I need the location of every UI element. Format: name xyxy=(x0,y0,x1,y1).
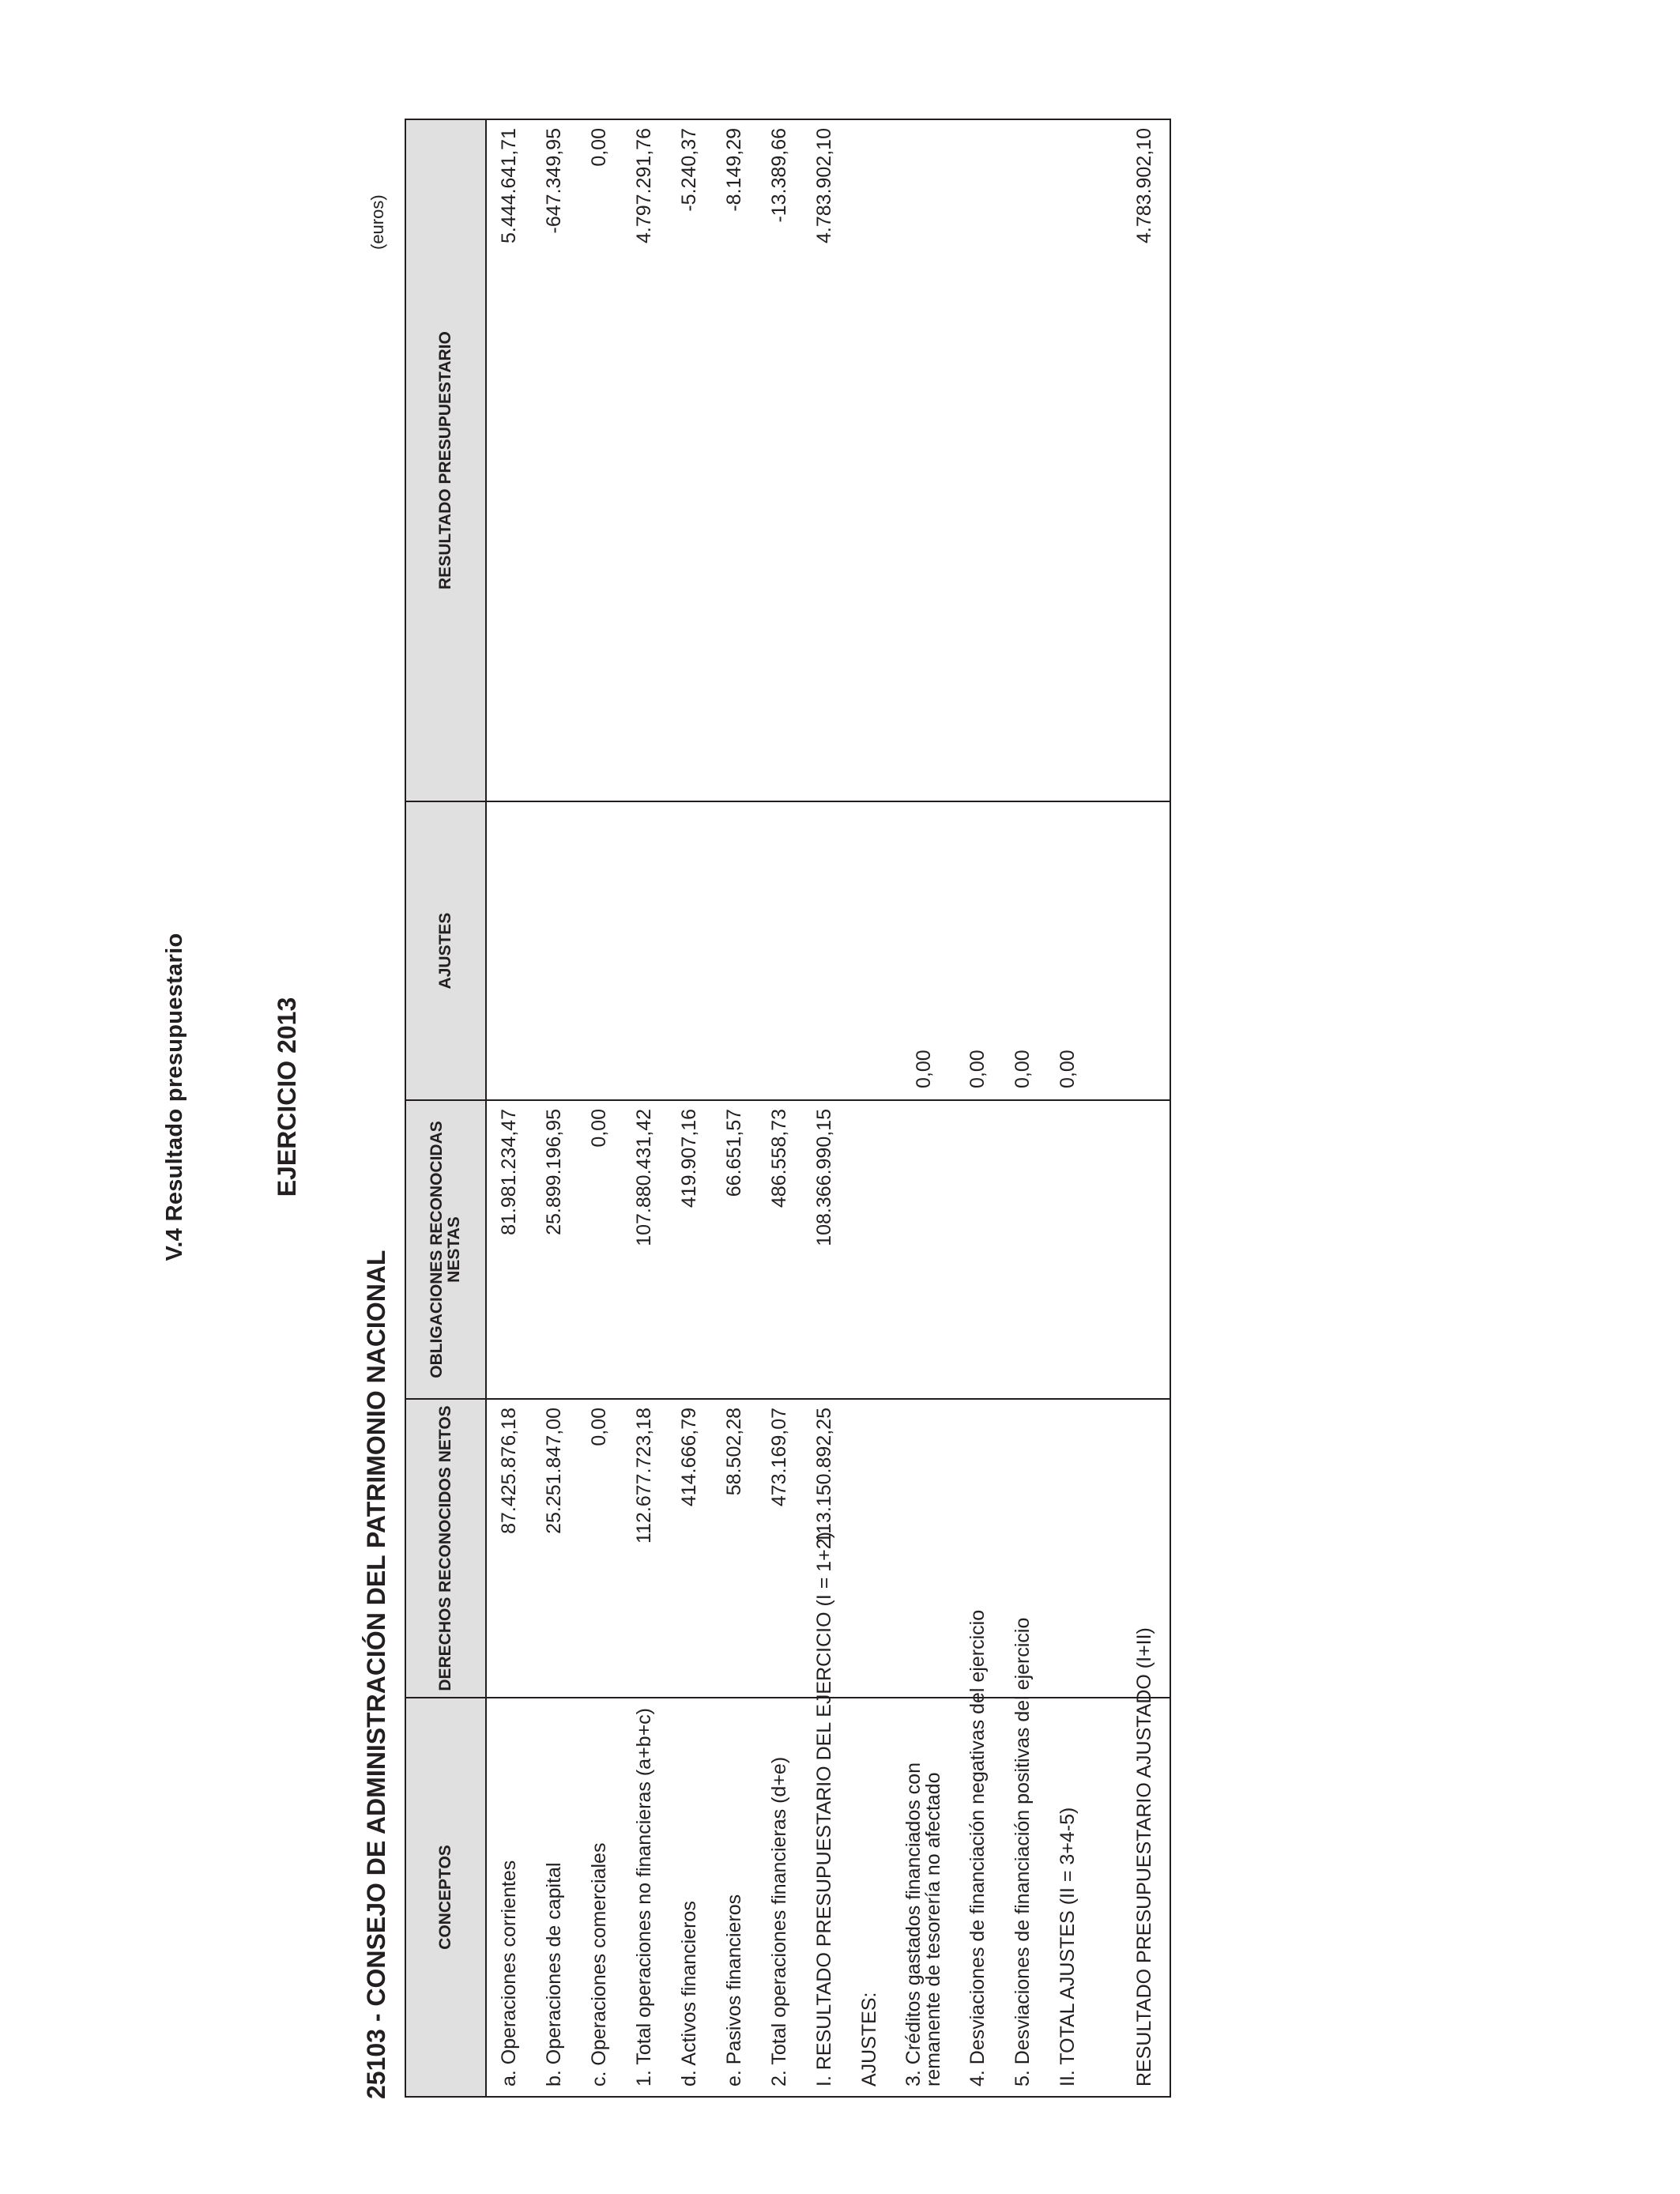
table-row xyxy=(1090,119,1119,2097)
obligations-cell xyxy=(847,1100,892,1399)
obligations-cell: 419.907,16 xyxy=(667,1100,712,1399)
result-cell: -647.349,95 xyxy=(532,119,577,801)
concept-cell: b. Operaciones de capital xyxy=(532,1698,577,2097)
obligations-cell xyxy=(1045,1100,1090,1399)
obligations-cell: 81.981.234,47 xyxy=(486,1100,532,1399)
exercise-title: EJERCICIO 2013 xyxy=(273,997,301,1197)
table-row xyxy=(577,119,622,2097)
rights-cell xyxy=(1045,1399,1090,1698)
table-row xyxy=(802,119,847,2097)
obligations-cell xyxy=(1119,1100,1170,1399)
result-cell: 5.444.641,71 xyxy=(486,119,532,801)
units-label: (euros) xyxy=(367,194,387,250)
obligations-cell xyxy=(892,1100,955,1399)
concept-cell: d. Activos financieros xyxy=(667,1698,712,2097)
rights-cell xyxy=(1090,1399,1119,1698)
adjustments-cell xyxy=(1090,801,1119,1100)
rights-cell: 0,00 xyxy=(577,1399,622,1698)
concept-cell: e. Pasivos financieros xyxy=(712,1698,757,2097)
result-cell xyxy=(1090,119,1119,801)
adjustments-cell xyxy=(486,801,532,1100)
table-row xyxy=(892,119,955,2097)
concept-cell: c. Operaciones comerciales xyxy=(577,1698,622,2097)
concept-cell: AJUSTES: xyxy=(847,1698,892,2097)
adjustments-cell xyxy=(802,801,847,1100)
table-header-row xyxy=(405,119,486,2097)
section-title: V.4 Resultado presupuestario xyxy=(162,933,187,1261)
table-row xyxy=(1119,119,1170,2097)
concept-cell: 1. Total operaciones no financieras (a+b+c) xyxy=(622,1698,667,2097)
obligations-cell: 0,00 xyxy=(577,1100,622,1399)
result-cell: 0,00 xyxy=(577,119,622,801)
table-row xyxy=(712,119,757,2097)
adjustments-cell: 0,00 xyxy=(955,801,1000,1100)
concept-cell: I. RESULTADO PRESUPUESTARIO DEL EJERCICIO (I = 1+2) xyxy=(802,1698,847,2097)
result-cell: -13.389,66 xyxy=(757,119,802,801)
rights-cell xyxy=(847,1399,892,1698)
concept-cell: 4. Desviaciones de financiación negativas del ejercicio xyxy=(955,1698,1000,2097)
adjustments-cell xyxy=(1119,801,1170,1100)
table-row xyxy=(622,119,667,2097)
result-cell: 4.797.291,76 xyxy=(622,119,667,801)
header-rights: DERECHOS RECONOCIDOS NETOS xyxy=(405,1399,486,1698)
concept-cell: a. Operaciones corrientes xyxy=(486,1698,532,2097)
rights-cell: 473.169,07 xyxy=(757,1399,802,1698)
obligations-cell: 108.366.990,15 xyxy=(802,1100,847,1399)
concept-cell: 2. Total operaciones financieras (d+e) xyxy=(757,1698,802,2097)
adjustments-cell xyxy=(532,801,577,1100)
rights-cell: 112.677.723,18 xyxy=(622,1399,667,1698)
result-cell xyxy=(847,119,892,801)
rights-cell: 113.150.892,25 xyxy=(802,1399,847,1698)
adjustments-cell xyxy=(847,801,892,1100)
table-row xyxy=(757,119,802,2097)
result-cell xyxy=(892,119,955,801)
concept-cell: 3. Créditos gastados financiados con remanente de tesorería no afectado xyxy=(892,1698,955,2097)
obligations-cell: 66.651,57 xyxy=(712,1100,757,1399)
header-concepts: CONCEPTOS xyxy=(405,1698,486,2097)
obligations-cell: 25.899.196,95 xyxy=(532,1100,577,1399)
table-row xyxy=(1045,119,1090,2097)
adjustments-cell xyxy=(712,801,757,1100)
rights-cell: 414.666,79 xyxy=(667,1399,712,1698)
rights-cell xyxy=(892,1399,955,1698)
adjustments-cell xyxy=(577,801,622,1100)
header-obligations: OBLIGACIONES RECONOCIDAS NESTAS xyxy=(405,1100,486,1399)
obligations-cell: 107.880.431,42 xyxy=(622,1100,667,1399)
obligations-cell xyxy=(1090,1100,1119,1399)
table-row xyxy=(955,119,1000,2097)
result-cell xyxy=(955,119,1000,801)
header-result: RESULTADO PRESUPUESTARIO xyxy=(405,119,486,801)
rights-cell: 58.502,28 xyxy=(712,1399,757,1698)
concept-cell: II. TOTAL AJUSTES (II = 3+4-5) xyxy=(1045,1698,1090,2097)
table-row xyxy=(532,119,577,2097)
result-cell: 4.783.902,10 xyxy=(1119,119,1170,801)
obligations-cell xyxy=(955,1100,1000,1399)
table-row xyxy=(847,119,892,2097)
budget-result-table xyxy=(405,119,1171,2098)
result-cell xyxy=(1045,119,1090,801)
obligations-cell: 486.558,73 xyxy=(757,1100,802,1399)
header-adjustments: AJUSTES xyxy=(405,801,486,1100)
result-cell: -8.149,29 xyxy=(712,119,757,801)
result-cell: -5.240,37 xyxy=(667,119,712,801)
result-cell xyxy=(1000,119,1045,801)
result-cell: 4.783.902,10 xyxy=(802,119,847,801)
adjustments-cell: 0,00 xyxy=(892,801,955,1100)
adjustments-cell: 0,00 xyxy=(1045,801,1090,1100)
obligations-cell xyxy=(1000,1100,1045,1399)
concept-cell xyxy=(1090,1698,1119,2097)
adjustments-cell xyxy=(757,801,802,1100)
entity-title: 25103 - CONSEJO DE ADMINISTRACIÓN DEL PATRIMONIO NACIONAL xyxy=(362,1250,390,2099)
concept-cell: 5. Desviaciones de financiación positivas del ejercicio xyxy=(1000,1698,1045,2097)
adjustments-cell xyxy=(667,801,712,1100)
table-row xyxy=(1000,119,1045,2097)
table-row xyxy=(486,119,532,2097)
adjustments-cell xyxy=(622,801,667,1100)
concept-cell: RESULTADO PRESUPUESTARIO AJUSTADO (I+II) xyxy=(1119,1698,1170,2097)
rights-cell: 87.425.876,18 xyxy=(486,1399,532,1698)
rights-cell: 25.251.847,00 xyxy=(532,1399,577,1698)
table-row xyxy=(667,119,712,2097)
adjustments-cell: 0,00 xyxy=(1000,801,1045,1100)
